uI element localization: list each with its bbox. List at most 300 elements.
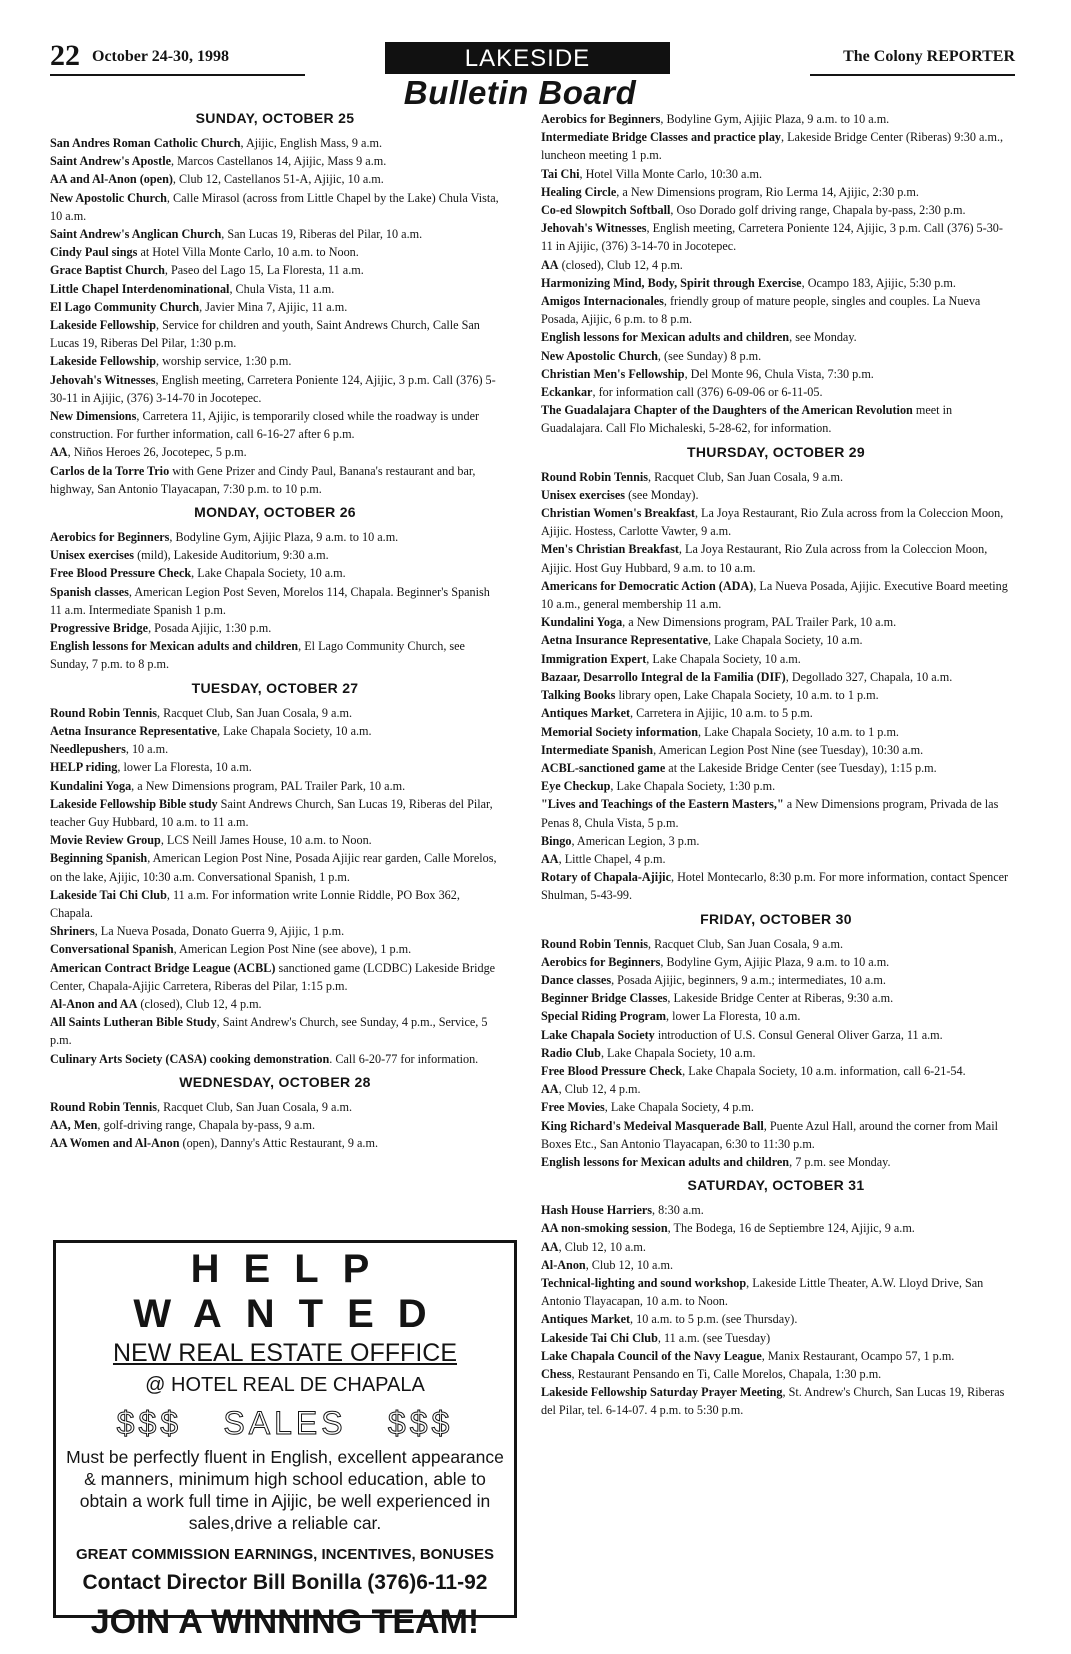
- event-name: Needlepushers: [50, 742, 126, 757]
- event-name: Chess: [541, 1367, 572, 1381]
- event-entry: [541, 832, 1011, 850]
- event-entry: [50, 443, 500, 461]
- event-name: Free Movies: [541, 1100, 605, 1115]
- event-entry: [541, 668, 1011, 686]
- event-name: Little Chapel Interdenominational: [50, 281, 230, 296]
- event-details: library open, Lake Chapala Society, 10 a.m. to 1 p.m.: [615, 688, 879, 703]
- event-details: , Niños Heroes 26, Jocotepec, 5 p.m.: [67, 445, 247, 460]
- event-details: , Lake Chapala Society, 10 a.m. information, call 6-21-54.: [682, 1063, 966, 1078]
- event-details: (see Monday).: [625, 487, 699, 502]
- event-entry: [541, 201, 1011, 219]
- event-details: , American Legion Post Nine (see Tuesday), 10:30 a.m.: [653, 742, 924, 757]
- event-name: Shriners: [50, 924, 95, 939]
- event-name: AA: [50, 445, 68, 460]
- event-name: Unisex exercises: [50, 548, 135, 563]
- event-details: , Club 12, Castellanos 51-A, Ajijic, 10 a.m.: [172, 172, 384, 187]
- event-name: Antiques Market: [541, 1312, 631, 1327]
- event-details: sanctioned game (LCDBC) Lakeside Bridge Center, Chapala-Ajijic Carretera, Riberas del Pilar, 1:15 p.m.: [50, 960, 496, 993]
- help-wanted-ad: [53, 1240, 517, 1641]
- event-name: Hash House Harriers: [541, 1203, 653, 1218]
- issue-date: October 24-30, 1998: [92, 48, 230, 65]
- event-name: Lakeside Tai Chi Club: [50, 887, 167, 902]
- event-name: Lakeside Tai Chi Club: [541, 1330, 658, 1345]
- event-name: Round Robin Tennis: [50, 1099, 158, 1114]
- event-details: , English meeting, Carretera Poniente 124, Ajijic, 3 p.m. Call (376) 5-30-11 in Ajijic, (376) 3-14-70 in Jocotepec.: [541, 221, 1003, 254]
- event-details: (closed), Club 12, 4 p.m.: [558, 257, 683, 272]
- event-entry: [541, 347, 1011, 365]
- ad-body: Must be perfectly fluent in English, excellent appearance & manners, minimum high school education, able to obtain a work full time in Ajijic, be well experienced in sales,drive a reliable car.: [66, 1447, 504, 1533]
- event-entry: [541, 850, 1011, 868]
- event-name: Special Riding Program: [541, 1009, 667, 1024]
- event-entry: [541, 219, 1011, 255]
- event-name: Kundalini Yoga: [50, 778, 132, 793]
- day-heading: SATURDAY, OCTOBER 31: [687, 1177, 865, 1194]
- event-details: , LCS Neill James House, 10 a.m. to Noon.: [160, 833, 372, 848]
- event-entry: [541, 686, 1011, 704]
- event-entry: [50, 940, 500, 958]
- event-name: Memorial Society information: [541, 724, 699, 739]
- event-entry: [541, 953, 1011, 971]
- event-entry: [541, 401, 1011, 437]
- event-name: King Richard's Medeival Masquerade Ball: [541, 1118, 764, 1133]
- event-entry: [541, 365, 1011, 383]
- event-details: , a New Dimensions program, Rio Lerma 14, Ajijic, 2:30 p.m.: [616, 184, 919, 199]
- event-name: Free Blood Pressure Check: [541, 1063, 683, 1078]
- event-entry: [541, 971, 1011, 989]
- event-name: AA and Al-Anon (open): [50, 172, 173, 187]
- board-title: Bulletin Board: [403, 74, 637, 111]
- event-details: , Del Monte 96, Chula Vista, 7:30 p.m.: [684, 366, 874, 381]
- event-name: Beginning Spanish: [50, 851, 148, 866]
- event-entry: [541, 1153, 1011, 1171]
- event-entry: [541, 795, 1011, 831]
- event-entry: [541, 292, 1011, 328]
- event-details: , 11 a.m. For information write Lonnie Riddle, PO Box 362, Chapala.: [50, 887, 460, 920]
- event-entry: [541, 868, 1011, 904]
- event-entry: [541, 256, 1011, 274]
- event-name: Aerobics for Beginners: [541, 112, 661, 126]
- event-details: , a New Dimensions program, PAL Trailer Park, 10 a.m.: [622, 615, 897, 630]
- event-details: , Lake Chapala Society, 10 a.m.: [600, 1045, 756, 1060]
- event-details: , Posada Ajijic, 1:30 p.m.: [148, 621, 272, 636]
- event-details: (open), Danny's Attic Restaurant, 9 a.m.: [179, 1136, 378, 1151]
- day-heading: MONDAY, OCTOBER 26: [194, 504, 356, 521]
- event-entry: [541, 613, 1011, 631]
- event-details: , friendly group of mature people, singles and couples. La Nueva Posada, Ajijic, 6 p.m. to 8 p.m.: [541, 294, 981, 327]
- event-name: American Contract Bridge League (ACBL): [50, 960, 276, 975]
- event-name: Amigos Internacionales: [541, 294, 664, 309]
- event-name: Rotary of Chapala-Ajijic: [541, 870, 671, 885]
- page-header: [50, 40, 1015, 72]
- ad-join: JOIN A WINNING TEAM!: [90, 1603, 480, 1641]
- event-name: English lessons for Mexican adults and children: [50, 639, 299, 654]
- event-details: , Ajijic, English Mass, 9 a.m.: [240, 136, 383, 150]
- event-details: , American Legion Post Nine, Posada Ajijic rear garden, Calle Morelos, on the lake, Ajijic, 10:30 a.m. Conversational Spanish, 1 p.m.: [50, 851, 497, 884]
- event-entry: [50, 261, 500, 279]
- event-details: , Club 12, 10 a.m.: [558, 1239, 646, 1254]
- event-name: Grace Baptist Church: [50, 263, 165, 278]
- event-entry: [541, 274, 1011, 292]
- event-details: , Oso Dorado golf driving range, Chapala by-pass, 2:30 p.m.: [670, 203, 966, 218]
- event-details: , La Nueva Posada, Donato Guerra 9, Ajijic, 1 p.m.: [94, 924, 345, 939]
- paper-underline: [810, 74, 1015, 76]
- event-details: (closed), Club 12, 4 p.m.: [137, 996, 262, 1011]
- event-name: New Apostolic Church: [50, 190, 167, 205]
- event-name: Immigration Expert: [541, 651, 647, 666]
- event-name: Beginner Bridge Classes: [541, 991, 668, 1006]
- event-details: at Hotel Villa Monte Carlo, 10 a.m. to Noon.: [137, 245, 359, 260]
- event-details: at the Lakeside Bridge Center (see Tuesday), 1:15 p.m.: [665, 760, 937, 775]
- event-details: , Lake Chapala Society, 10 a.m.: [191, 566, 346, 581]
- event-name: Talking Books: [541, 688, 616, 703]
- event-name: Aetna Insurance Representative: [541, 633, 708, 648]
- event-details: , Saint Andrew's Church, see Sunday, 4 p.m., Service, 5 p.m.: [50, 1015, 488, 1048]
- event-details: , 10 a.m.: [125, 742, 169, 757]
- event-name: New Apostolic Church: [541, 348, 658, 363]
- event-name: Al-Anon: [541, 1257, 586, 1272]
- event-entry: [541, 328, 1011, 346]
- event-name: Saint Andrew's Anglican Church: [50, 227, 222, 242]
- event-entry: [541, 110, 1011, 128]
- event-entry: [50, 407, 500, 443]
- event-entry: [50, 225, 500, 243]
- event-entry: [541, 1098, 1011, 1116]
- event-details: , worship service, 1:30 p.m.: [155, 354, 292, 369]
- ad-title: HELP WANTED: [133, 1247, 451, 1336]
- event-name: AA, Men: [50, 1117, 98, 1132]
- ad-location: @ HOTEL REAL DE CHAPALA: [145, 1374, 425, 1396]
- event-entry: [541, 128, 1011, 164]
- event-details: , Carretera in Ajijic, 10 a.m. to 5 p.m.: [630, 706, 813, 721]
- event-name: Jehovah's Witnesses: [541, 221, 647, 236]
- event-entry: [541, 1201, 1011, 1219]
- day-heading: SUNDAY, OCTOBER 25: [195, 110, 355, 126]
- event-details: . Call 6-20-77 for information.: [329, 1051, 479, 1066]
- event-entry: [50, 243, 500, 261]
- event-details: , Club 12, 4 p.m.: [558, 1082, 641, 1097]
- event-entry: [541, 1117, 1011, 1153]
- event-name: Lake Chapala Society: [541, 1027, 655, 1042]
- event-entry: [541, 383, 1011, 401]
- event-entry: [541, 468, 1011, 486]
- event-entry: [541, 1274, 1011, 1310]
- event-details: , Posada Ajijic, beginners, 9 a.m.; intermediates, 10 a.m.: [611, 972, 886, 987]
- event-entry: [50, 564, 500, 582]
- section-banner: LAKESIDE: [385, 42, 670, 74]
- event-entry: [541, 1238, 1011, 1256]
- event-name: Co-ed Slowpitch Softball: [541, 203, 671, 218]
- event-entry: [50, 637, 500, 673]
- event-entry: [541, 577, 1011, 613]
- event-details: , Javier Mina 7, Ajijic, 11 a.m.: [199, 299, 348, 314]
- event-details: , 7 p.m. see Monday.: [789, 1154, 891, 1169]
- event-entry: [541, 1310, 1011, 1328]
- event-entry: [50, 922, 500, 940]
- event-name: Spanish classes: [50, 584, 129, 599]
- event-entry: [541, 486, 1011, 504]
- event-details: , Bodyline Gym, Ajijic Plaza, 9 a.m. to 10 a.m.: [660, 112, 890, 126]
- event-entry: [50, 704, 500, 722]
- event-name: Bazaar, Desarrollo Integral de la Familia (DIF): [541, 669, 786, 684]
- event-name: English lessons for Mexican adults and children: [541, 1154, 790, 1169]
- event-name: Christian Men's Fellowship: [541, 366, 685, 381]
- event-name: All Saints Lutheran Bible Study: [50, 1015, 217, 1030]
- event-name: Movie Review Group: [50, 833, 161, 848]
- event-entry: [541, 1062, 1011, 1080]
- event-name: Eckankar: [541, 385, 593, 400]
- event-name: Jehovah's Witnesses: [50, 372, 156, 387]
- event-name: Unisex exercises: [541, 487, 626, 502]
- event-details: introduction of U.S. Consul General Oliver Garza, 11 a.m.: [654, 1027, 943, 1042]
- event-name: Christian Women's Breakfast: [541, 506, 695, 521]
- event-name: AA: [541, 1239, 559, 1254]
- event-entry: [541, 631, 1011, 649]
- event-details: , Degollado 327, Chapala, 10 a.m.: [785, 669, 953, 684]
- event-name: Aerobics for Beginners: [50, 530, 170, 545]
- event-details: , Manix Restaurant, Ocampo 57, 1 p.m.: [761, 1348, 955, 1363]
- event-details: , Lake Chapala Society, 1:30 p.m.: [610, 779, 776, 794]
- event-details: , lower La Floresta, 10 a.m.: [666, 1009, 801, 1024]
- event-entry: [50, 995, 500, 1013]
- event-entry: [50, 959, 500, 995]
- event-name: Al-Anon and AA: [50, 996, 138, 1011]
- ad-contact: Contact Director Bill Bonilla (376)6-11-92: [82, 1571, 488, 1594]
- event-name: Eye Checkup: [541, 779, 611, 794]
- event-entry: [541, 777, 1011, 795]
- event-details: , Lakeside Little Theater, A.W. Lloyd Drive, San Antonio Tlayacapan, 10 a.m. to Noon.: [541, 1275, 984, 1309]
- right-column: [541, 110, 1011, 1420]
- event-entry: [50, 777, 500, 795]
- event-details: , Racquet Club, San Juan Cosala, 9 a.m.: [157, 705, 353, 720]
- ad-subtitle: NEW REAL ESTATE OFFFICE: [112, 1339, 457, 1367]
- event-details: , (see Sunday) 8 p.m.: [657, 348, 762, 363]
- event-details: , San Lucas 19, Riberas del Pilar, 10 a.m.: [221, 227, 423, 242]
- event-entry: [50, 189, 500, 225]
- event-entry: [50, 1050, 500, 1068]
- event-details: (mild), Lakeside Auditorium, 9:30 a.m.: [134, 548, 329, 563]
- event-details: , 11 a.m. (see Tuesday): [657, 1330, 771, 1345]
- event-name: AA: [541, 257, 559, 272]
- event-name: Aetna Insurance Representative: [50, 723, 217, 738]
- event-name: Lakeside Fellowship: [50, 318, 156, 333]
- event-entry: [541, 1080, 1011, 1098]
- event-entry: [50, 546, 500, 564]
- event-name: Saint Andrew's Apostle: [50, 154, 171, 169]
- event-name: Culinary Arts Society (CASA) cooking demonstration: [50, 1051, 330, 1066]
- event-details: Saint Andrews Church, San Lucas 19, Riberas del Pilar, teacher Guy Hubbard, 10 a.m. to 11 a.m.: [50, 796, 493, 829]
- event-details: , Lake Chapala Society, 10 a.m. to 1 p.m.: [698, 724, 899, 739]
- event-details: with Gene Prizer and Cindy Paul, Banana's restaurant and bar, highway, San Antonio Tlayacapan, 7:30 p.m. to 10 p.m.: [50, 463, 476, 496]
- event-entry: [50, 280, 500, 298]
- event-details: , American Legion, 3 p.m.: [571, 833, 700, 848]
- event-name: Tai Chi: [541, 166, 580, 181]
- event-details: , Service for children and youth, Saint Andrews Church, Calle San Lucas 19, Riberas Del Pilar, 1:30 p.m.: [50, 318, 480, 351]
- event-entry: [50, 298, 500, 316]
- event-name: Lakeside Fellowship Saturday Prayer Meeting: [541, 1385, 783, 1400]
- event-entry: [50, 170, 500, 188]
- event-name: El Lago Community Church: [50, 299, 200, 314]
- event-details: , Lake Chapala Society, 10 a.m.: [217, 723, 372, 738]
- event-entry: [541, 741, 1011, 759]
- event-details: , Restaurant Pensando en Ti, Calle Morelos, Chapala, 1:30 p.m.: [571, 1367, 882, 1381]
- date-underline: [50, 74, 305, 76]
- event-entry: [541, 723, 1011, 741]
- event-name: Harmonizing Mind, Body, Spirit through Exercise: [541, 275, 802, 290]
- event-details: , Chula Vista, 11 a.m.: [229, 281, 335, 296]
- event-entry: [50, 831, 500, 849]
- event-entry: [541, 935, 1011, 953]
- event-name: Carlos de la Torre Trio: [50, 463, 170, 478]
- event-details: , a New Dimensions program, PAL Trailer Park, 10 a.m.: [131, 778, 406, 793]
- event-entry: [541, 1329, 1011, 1347]
- event-details: , English meeting, Carretera Poniente 124, Ajijic, 3 p.m. Call (376) 5-30-11 in Ajijic, (376) 3-14-70 in Jocotepec.: [50, 372, 496, 405]
- event-details: , Little Chapel, 4 p.m.: [558, 851, 666, 866]
- event-entry: [541, 759, 1011, 777]
- ad-sales-right: $$$: [387, 1405, 454, 1441]
- event-entry: [50, 462, 500, 498]
- event-name: Lake Chapala Council of the Navy League: [541, 1348, 762, 1363]
- event-entry: [541, 504, 1011, 540]
- ad-sales-mid: SALES: [223, 1405, 347, 1441]
- event-details: , St. Andrew's Church, San Lucas 19, Riberas del Pilar, tel. 6-14-07. 4 p.m. to 5:30 p.m.: [541, 1385, 1005, 1418]
- event-entry: [541, 1026, 1011, 1044]
- event-name: Round Robin Tennis: [541, 469, 649, 484]
- event-name: Bingo: [541, 833, 572, 848]
- event-entry: [50, 740, 500, 758]
- event-name: Americans for Democratic Action (ADA): [541, 578, 754, 593]
- event-details: , lower La Floresta, 10 a.m.: [117, 760, 252, 775]
- event-details: , Lake Chapala Society, 4 p.m.: [604, 1100, 754, 1115]
- event-details: , La Joya Restaurant, Rio Zula across from la Coleccion Moon, Ajijic. Hostess, Carlotte Vawter, 9 a.m.: [541, 506, 1004, 539]
- event-entry: [50, 849, 500, 885]
- event-entry: [50, 722, 500, 740]
- event-details: , for information call (376) 6-09-06 or 6-11-05.: [592, 385, 823, 400]
- event-details: , American Legion Post Nine (see above), 1 p.m.: [173, 942, 412, 957]
- day-heading: FRIDAY, OCTOBER 30: [700, 910, 852, 927]
- event-name: HELP riding: [50, 760, 118, 775]
- event-entry: [541, 1219, 1011, 1237]
- event-name: Dance classes: [541, 972, 612, 987]
- event-entry: [50, 1013, 500, 1049]
- event-details: , Carretera 11, Ajijic, is temporarily closed while the roadway is under construction. For further information, call 6-16-27 after 6 p.m.: [50, 409, 480, 442]
- event-entry: [541, 704, 1011, 722]
- event-details: , Lakeside Bridge Center at Riberas, 9:30 a.m.: [667, 991, 894, 1006]
- event-details: , Bodyline Gym, Ajijic Plaza, 9 a.m. to 10 a.m.: [169, 530, 399, 545]
- event-details: , El Lago Community Church, see Sunday, 7 p.m. to 8 p.m.: [50, 639, 465, 672]
- event-name: AA: [541, 1082, 559, 1097]
- paper-name: The Colony REPORTER: [843, 48, 1015, 65]
- event-entry: [50, 152, 500, 170]
- event-name: "Lives and Teachings of the Eastern Masters,": [541, 797, 784, 812]
- event-entry: [541, 1007, 1011, 1025]
- ad-sales-banner: [56, 1405, 514, 1442]
- day-heading: WEDNESDAY, OCTOBER 28: [179, 1073, 371, 1090]
- event-name: Kundalini Yoga: [541, 615, 623, 630]
- event-name: ACBL-sanctioned game: [541, 760, 666, 775]
- event-details: , Hotel Villa Monte Carlo, 10:30 a.m.: [579, 166, 763, 181]
- event-details: , 8:30 a.m.: [652, 1203, 704, 1218]
- event-name: Aerobics for Beginners: [541, 954, 661, 969]
- event-entry: [50, 1116, 500, 1134]
- event-entry: [50, 528, 500, 546]
- event-details: , Lakeside Bridge Center (Riberas) 9:30 a.m., luncheon meeting 1 p.m.: [541, 130, 1004, 163]
- event-name: Technical-lighting and sound workshop: [541, 1275, 747, 1290]
- ad-bonus: GREAT COMMISSION EARNINGS, INCENTIVES, BONUSES: [75, 1546, 495, 1563]
- event-details: , 10 a.m. to 5 p.m. (see Thursday).: [630, 1312, 798, 1327]
- event-details: , Lake Chapala Society, 10 a.m.: [646, 651, 801, 666]
- event-name: San Andres Roman Catholic Church: [50, 136, 241, 150]
- event-name: Round Robin Tennis: [541, 936, 649, 951]
- event-details: , Puente Azul Hall, around the corner from Mail Boxes Etc., San Antonio Tlayacapan, 6:30 to 11:30 p.m.: [541, 1118, 998, 1151]
- event-details: , see Monday.: [789, 330, 857, 345]
- event-details: , La Joya Restaurant, Rio Zula across from la Coleccion Moon, Ajijic. Host Guy Hubbard, 9 a.m. to 10 a.m.: [541, 542, 988, 575]
- day-heading: THURSDAY, OCTOBER 29: [687, 443, 865, 460]
- event-entry: [50, 134, 500, 152]
- event-details: , golf-driving range, Chapala by-pass, 9 a.m.: [97, 1117, 316, 1132]
- event-entry: [50, 352, 500, 370]
- event-details: , Calle Mirasol (across from Little Chapel by the Lake) Chula Vista, 10 a.m.: [50, 190, 499, 223]
- event-entry: [50, 619, 500, 637]
- event-details: , Lake Chapala Society, 10 a.m.: [708, 633, 863, 648]
- event-details: , Paseo del Lago 15, La Floresta, 11 a.m.: [164, 263, 364, 278]
- event-name: The Guadalajara Chapter of the Daughters of the American Revolution: [541, 403, 913, 418]
- event-entry: [541, 1044, 1011, 1062]
- event-details: , La Nueva Posada, Ajijic. Executive Board meeting 10 a.m., general membership 11 a.m.: [541, 578, 1008, 612]
- event-details: , American Legion Post Seven, Morelos 114, Chapala. Beginner's Spanish 11 a.m. Intermediate Spanish 1 p.m.: [50, 584, 490, 617]
- event-details: , Racquet Club, San Juan Cosala, 9 a.m.: [648, 469, 844, 484]
- event-details: , Marcos Castellanos 14, Ajijic, Mass 9 a.m.: [171, 154, 387, 169]
- event-details: , Bodyline Gym, Ajijic Plaza, 9 a.m. to 10 a.m.: [660, 954, 890, 969]
- event-name: Antiques Market: [541, 706, 631, 721]
- event-entry: [50, 886, 500, 922]
- event-entry: [541, 1256, 1011, 1274]
- event-entry: [50, 583, 500, 619]
- event-details: meet in Guadalajara. Call Flo Michaleski, 5-28-62, for information.: [541, 403, 953, 436]
- event-details: , The Bodega, 16 de Septiembre 124, Ajijic, 9 a.m.: [667, 1221, 915, 1236]
- ad-sales-left: $$$: [116, 1405, 183, 1441]
- event-name: AA: [541, 851, 559, 866]
- event-name: Free Blood Pressure Check: [50, 566, 192, 581]
- event-name: Healing Circle: [541, 184, 617, 199]
- event-name: Lakeside Fellowship: [50, 354, 156, 369]
- event-entry: [541, 1347, 1011, 1365]
- event-entry: [541, 183, 1011, 201]
- page-number: 22: [50, 39, 80, 72]
- event-name: English lessons for Mexican adults and children: [541, 330, 790, 345]
- event-name: Men's Christian Breakfast: [541, 542, 679, 557]
- event-entry: [50, 795, 500, 831]
- event-details: , Ocampo 183, Ajijic, 5:30 p.m.: [801, 275, 956, 290]
- event-entry: [541, 165, 1011, 183]
- event-details: , Club 12, 10 a.m.: [585, 1257, 674, 1272]
- event-entry: [541, 650, 1011, 668]
- event-name: AA Women and Al-Anon: [50, 1136, 180, 1151]
- left-column: [50, 104, 500, 1152]
- event-details: , Racquet Club, San Juan Cosala, 9 a.m.: [648, 936, 844, 951]
- event-entry: [50, 1098, 500, 1116]
- event-name: Cindy Paul sings: [50, 245, 138, 260]
- event-details: , Racquet Club, San Juan Cosala, 9 a.m.: [157, 1099, 353, 1114]
- event-name: Conversational Spanish: [50, 942, 174, 957]
- event-name: Round Robin Tennis: [50, 705, 158, 720]
- event-entry: [541, 1365, 1011, 1383]
- event-entry: [50, 371, 500, 407]
- day-heading: TUESDAY, OCTOBER 27: [191, 679, 359, 696]
- event-entry: [50, 316, 500, 352]
- event-entry: [541, 1383, 1011, 1419]
- event-name: Radio Club: [541, 1045, 601, 1060]
- event-entry: [541, 540, 1011, 576]
